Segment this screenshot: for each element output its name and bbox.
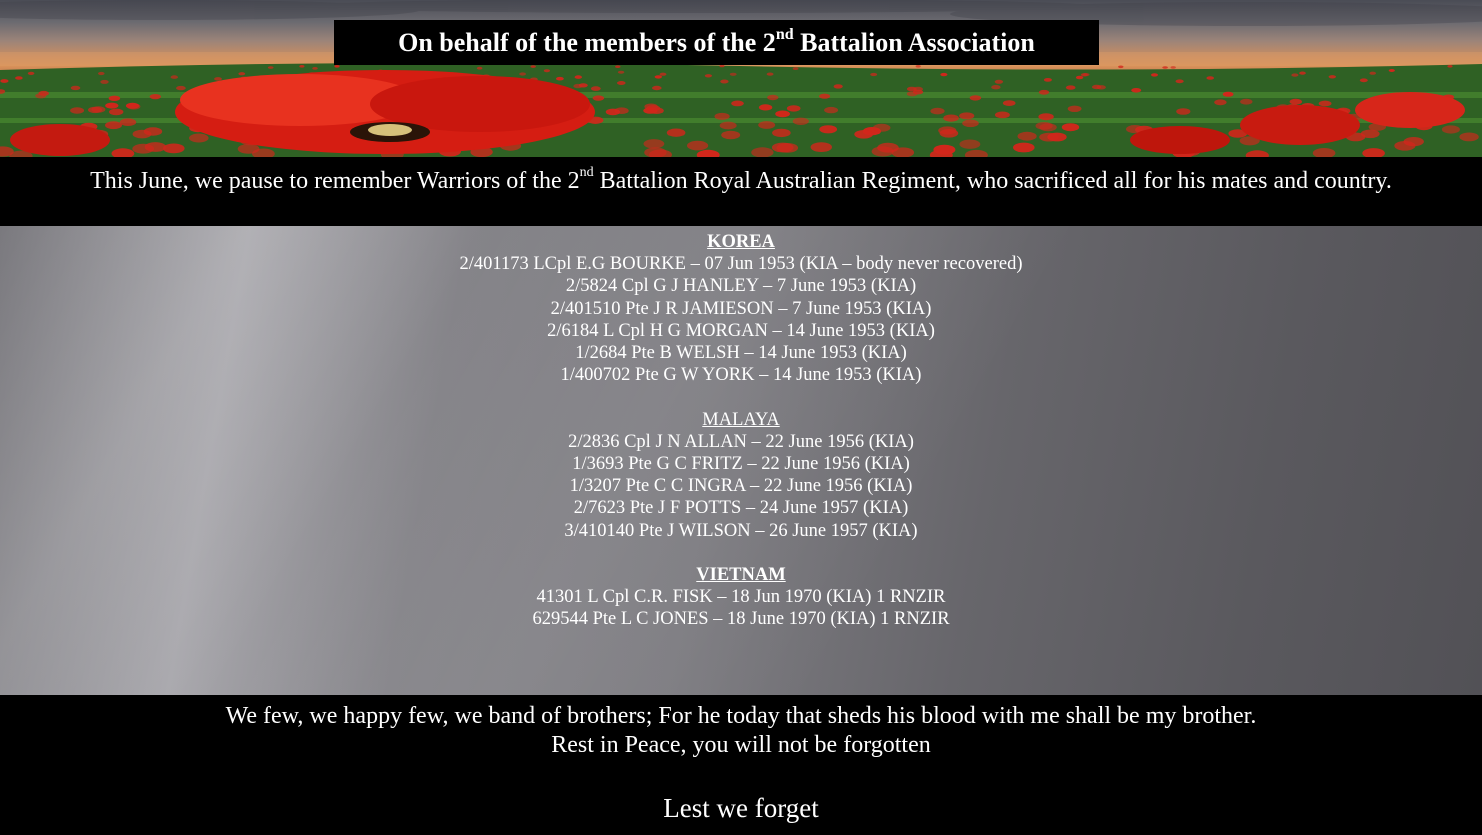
title-text: On behalf of the members of the 2nd Battalion Association [398, 25, 1035, 57]
roll-entry: 1/400702 Pte G W YORK – 14 June 1953 (KIA) [560, 365, 922, 386]
poppy-field-banner [0, 0, 1482, 157]
rest-in-peace-line: Rest in Peace, you will not be forgotten [551, 732, 931, 758]
roll-entry: 1/3693 Pte G C FRITZ – 22 June 1956 (KIA) [572, 454, 910, 475]
roll-entry: 41301 L Cpl C.R. FISK – 18 Jun 1970 (KIA) 1 RNZIR [536, 587, 946, 608]
roll-entry: 629544 Pte L C JONES – 18 June 1970 (KIA) 1 RNZIR [532, 609, 950, 630]
large-poppy [175, 70, 595, 154]
association-title [334, 20, 1099, 65]
roll-entry: 2/7623 Pte J F POTTS – 24 June 1957 (KIA) [573, 498, 909, 519]
footer-tribute [0, 695, 1482, 835]
roll-entry: 1/2684 Pte B WELSH – 14 June 1953 (KIA) [575, 343, 907, 364]
korea-heading: KOREA [707, 232, 775, 252]
malaya-list [0, 431, 1482, 542]
korea-list [0, 253, 1482, 386]
vietnam-list [0, 586, 1482, 630]
malaya-heading: MALAYA [702, 409, 780, 430]
roll-entry: 1/3207 Pte C C INGRA – 22 June 1956 (KIA) [569, 476, 913, 497]
vietnam-heading: VIETNAM [696, 565, 786, 586]
roll-entry: 2/401173 LCpl E.G BOURKE – 07 Jun 1953 (KIA – body never recovered) [459, 254, 1023, 275]
roll-entry: 2/6184 L Cpl H G MORGAN – 14 June 1953 (KIA) [547, 320, 935, 341]
band-of-brothers-quote: We few, we happy few, we band of brothers; For he today that sheds his blood with me shall be my brother. [225, 703, 1257, 729]
remembrance-intro: This June, we pause to remember Warriors of the 2nd Battalion Royal Australian Regiment, who sacrificed all for his mates and country. [0, 157, 1482, 226]
roll-entry: 2/401510 Pte J R JAMIESON – 7 June 1953 (KIA) [550, 298, 932, 319]
roll-entry: 2/2836 Cpl J N ALLAN – 22 June 1956 (KIA) [568, 431, 914, 452]
lest-we-forget: Lest we forget [663, 793, 819, 823]
roll-entry: 2/5824 Cpl G J HANLEY – 7 June 1953 (KIA) [565, 276, 917, 297]
roll-entry: 3/410140 Pte J WILSON – 26 June 1957 (KIA) [564, 520, 918, 541]
honour-roll [0, 226, 1482, 695]
